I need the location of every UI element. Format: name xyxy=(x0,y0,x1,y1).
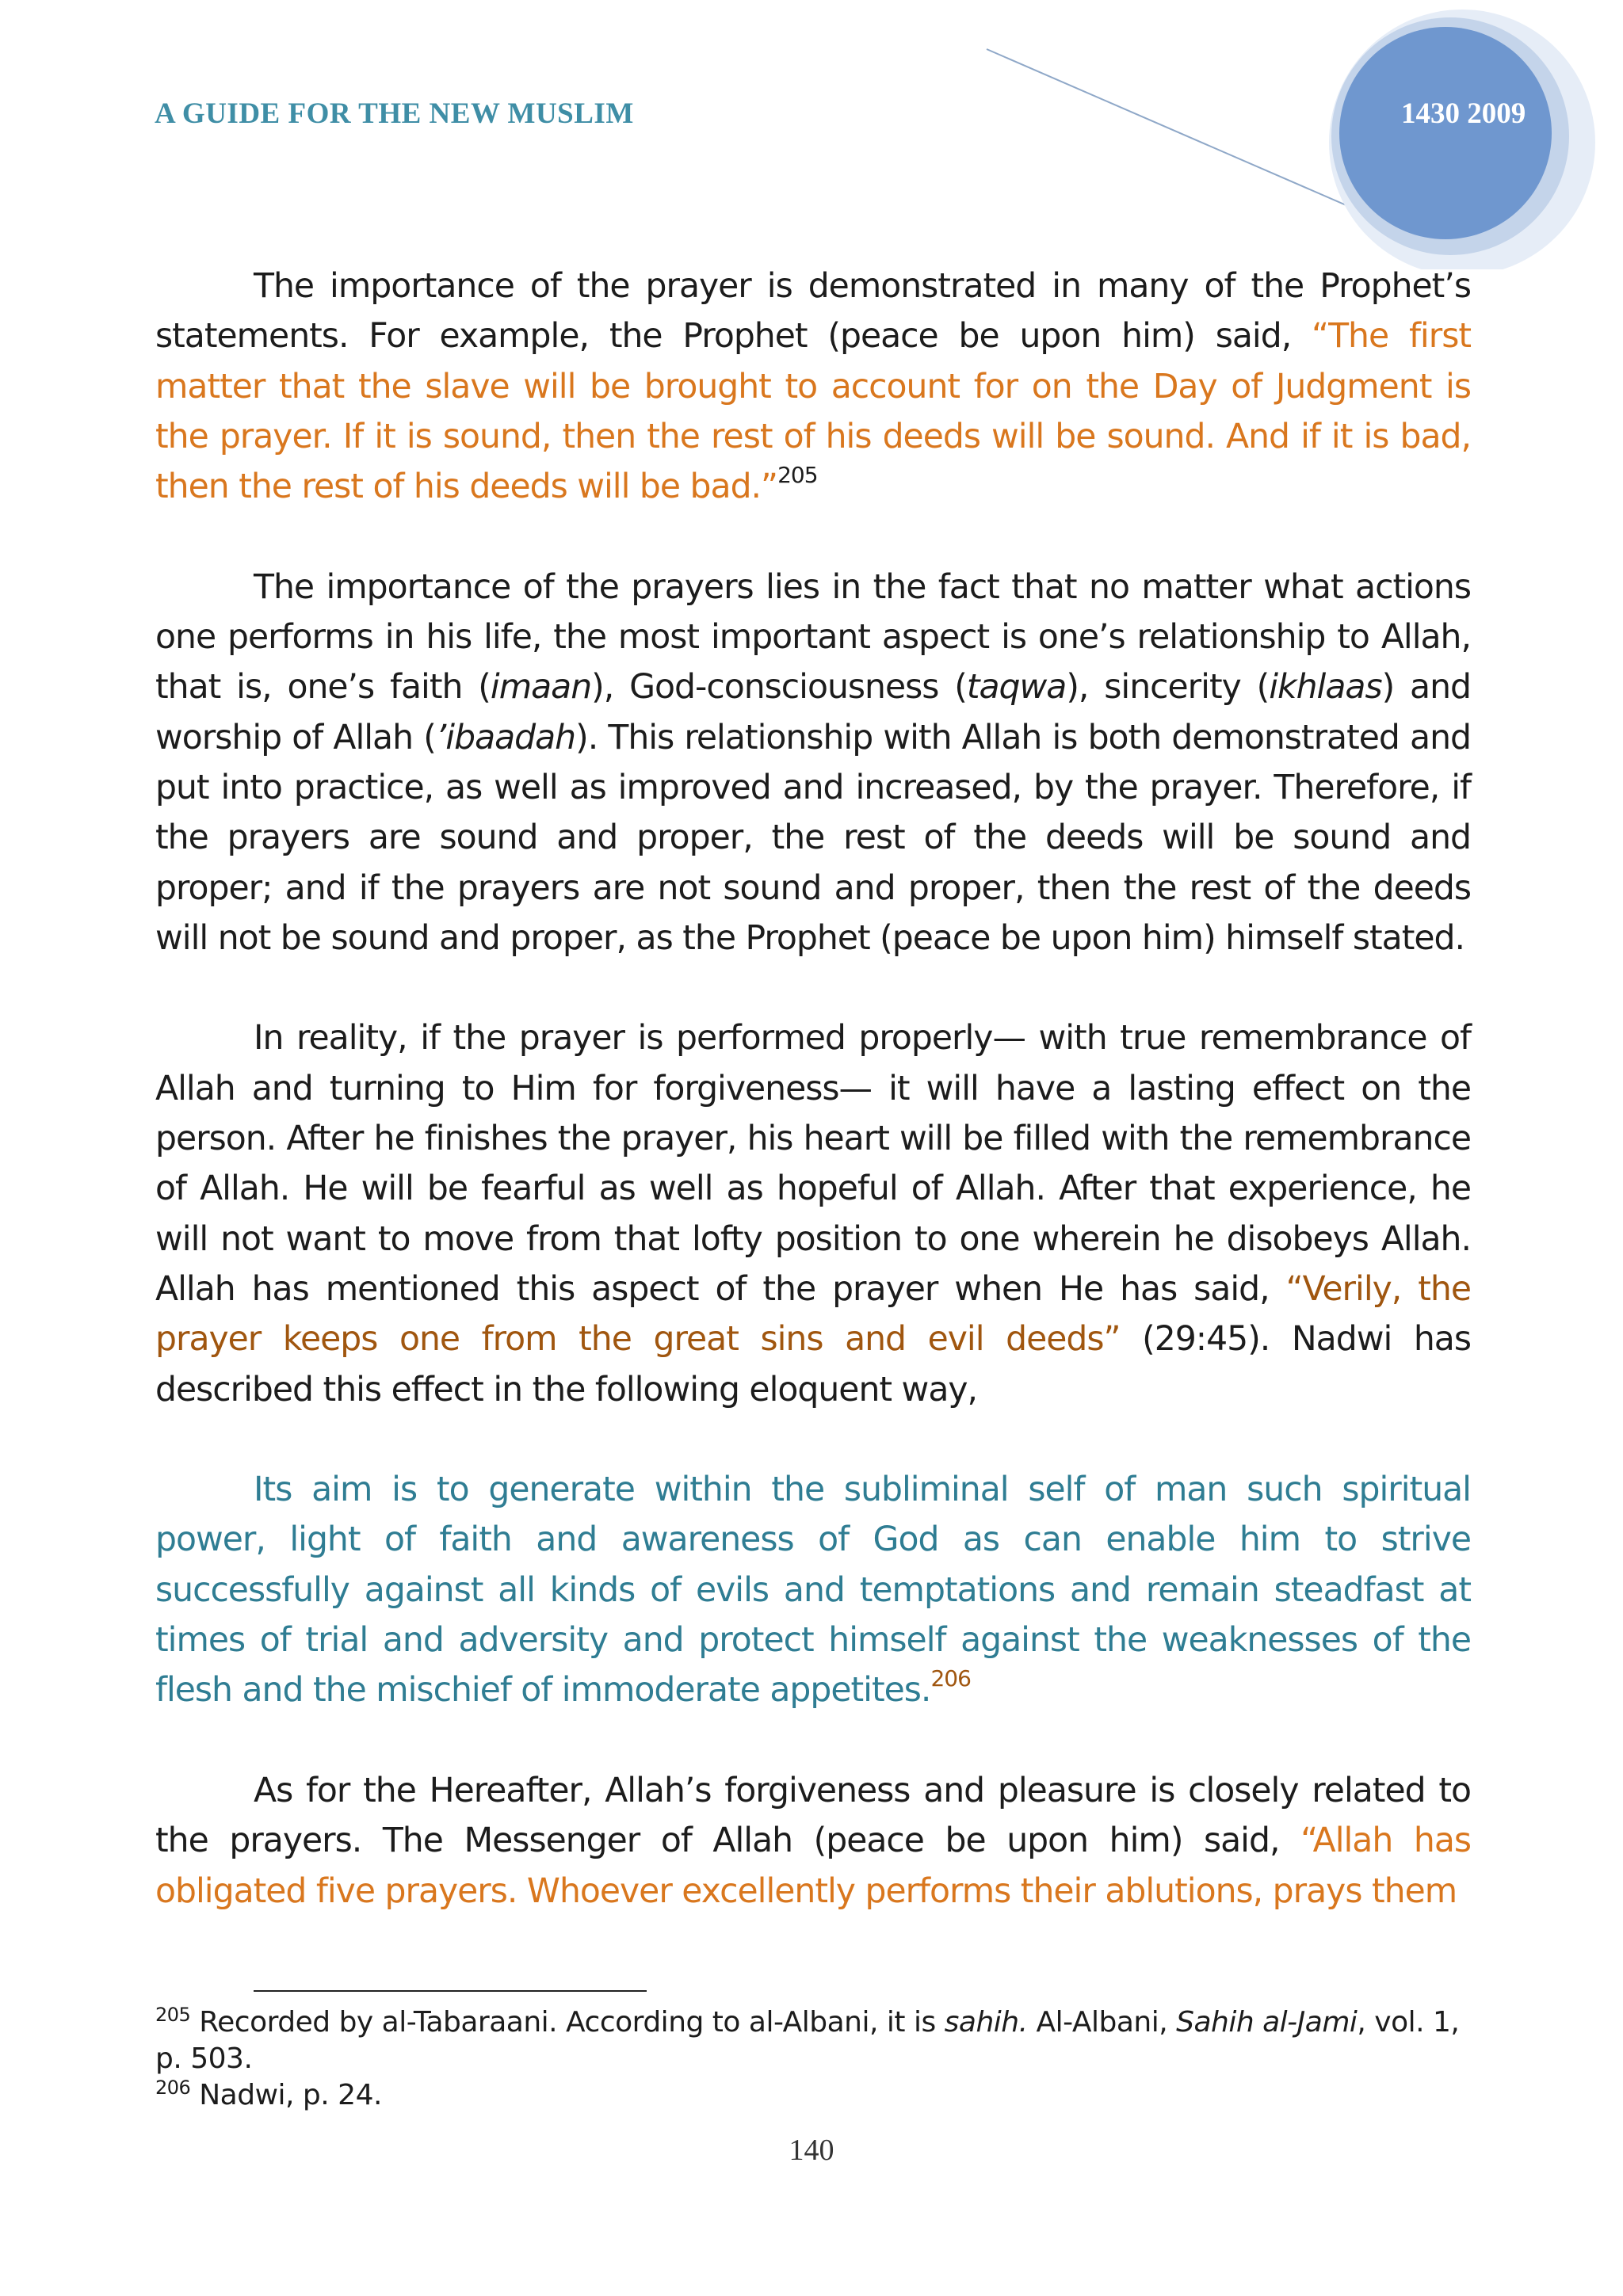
italic-term: ’ibaadah xyxy=(435,718,576,757)
paragraph-text: The importance of the prayers lies in the fact that no matter what actions one performs in his life, the most important aspect is one’s relationship to Allah, that is, one’s faith ( xyxy=(155,567,1471,707)
italic-term: imaan xyxy=(490,668,592,707)
footnote-ref: 206 xyxy=(930,1665,971,1692)
footnote-text: Al-Albani, xyxy=(1027,2006,1177,2039)
footnote-205 xyxy=(155,2004,1471,2077)
footnote-italic: Sahih al-Jami xyxy=(1176,2006,1358,2039)
body-text xyxy=(155,261,1471,1966)
footnote-number: 205 xyxy=(155,2004,191,2026)
paragraph-text: ). This relationship with Allah is both demonstrated and put into practice, as well as improved and increased, by the prayer. Therefore, if the prayers are sound and proper, the rest of the deeds will be sound and proper; and if the prayers are not sound and proper, then the rest of the deeds will not be sound and proper, as the Prophet (peace be upon him) himself stated. xyxy=(155,718,1471,958)
block-quote xyxy=(155,1465,1471,1715)
block-quote-text: Its aim is to generate within the subliminal self of man such spiritual power, light of faith and awareness of God as can enable him to strive successfully against all kinds of evils and temptations and remain steadfast at times of trial and adversity and protect himself against the weaknesses of the flesh and the mischief of immoderate appetites. xyxy=(155,1470,1471,1711)
header-year: 1430 2009 xyxy=(1401,97,1526,130)
paragraph-text: ), sincerity ( xyxy=(1066,668,1270,707)
paragraph-text: The importance of the prayer is demonstrated in many of the Prophet’s statements. For example, the Prophet (peace be upon him) said, xyxy=(155,267,1471,357)
paragraph-3 xyxy=(155,1013,1471,1414)
paragraph-text: As for the Hereafter, Allah’s forgiveness and pleasure is closely related to the prayers. The Messenger of Allah (peace be upon him) said, xyxy=(155,1771,1471,1861)
footnote-divider xyxy=(254,1990,647,1992)
footnote-206 xyxy=(155,2077,1471,2114)
italic-term: ikhlaas xyxy=(1269,668,1382,707)
page-number: 140 xyxy=(789,2134,834,2167)
footnote-number: 206 xyxy=(155,2077,191,2099)
paragraph-2 xyxy=(155,563,1471,963)
footnote-text: , vol. 1, p. 503. xyxy=(155,2006,1460,2075)
header-title: A GUIDE FOR THE NEW MUSLIM xyxy=(155,97,634,130)
paragraph-text: ) and worship of Allah ( xyxy=(155,668,1471,757)
paragraph-text: ), God-consciousness ( xyxy=(591,668,967,707)
paragraph-5 xyxy=(155,1766,1471,1917)
italic-term: taqwa xyxy=(966,668,1067,707)
hadith-quote: “The first matter that the slave will be brought to account for on the Day of Judgment is the prayer. If it is sound, then the rest of his deeds will be sound. And if it is bad, then the rest of his deeds will be bad.” xyxy=(155,317,1471,507)
header-circle-decoration xyxy=(0,0,1623,269)
footnote-text: Recorded by al-Tabaraani. According to al-Albani, it is xyxy=(190,2006,945,2039)
footnote-text: Nadwi, p. 24. xyxy=(190,2079,382,2111)
footnotes xyxy=(155,2004,1471,2114)
paragraph-1 xyxy=(155,261,1471,512)
paragraph-text: In reality, if the prayer is performed properly— with true remembrance of Allah and turning to Him for forgiveness— it will have a lasting effect on the person. After he finishes the prayer, his heart will be filled with the remembrance of Allah. He will be fearful as well as hopeful of Allah. After that experience, he will not want to move from that lofty position to one wherein he disobeys Allah. Allah has mentioned this aspect of the prayer when He has said, xyxy=(155,1019,1471,1309)
quran-quote: “Verily, the prayer keeps one from the great sins and evil deeds” xyxy=(155,1269,1471,1360)
hadith-quote: “Allah has obligated five prayers. Whoever excellently performs their ablutions, prays them xyxy=(155,1821,1471,1911)
footnote-italic: sahih. xyxy=(944,2006,1028,2039)
footnote-ref: 205 xyxy=(777,462,818,489)
paragraph-text: (29:45). Nadwi has described this effect in the following eloquent way, xyxy=(155,1320,1471,1409)
